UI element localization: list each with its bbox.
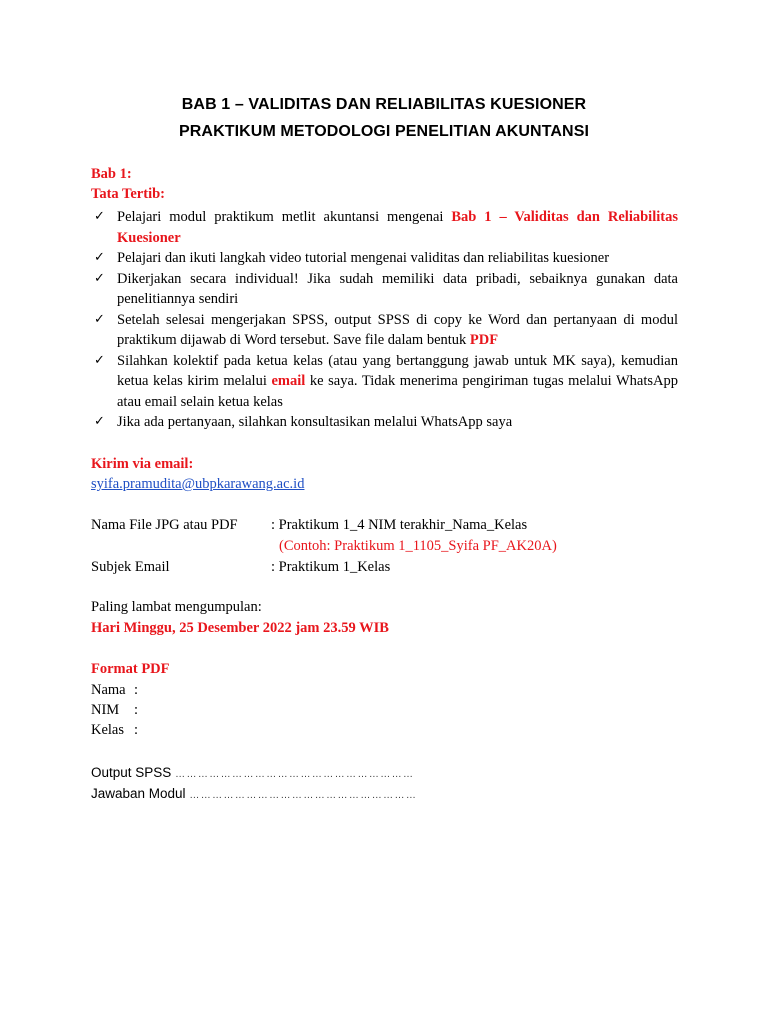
format-field-nim [91, 702, 139, 719]
jawaban-modul-label: Jawaban Modul [91, 786, 186, 801]
filename-value: : Praktikum 1_4 NIM terakhir_Nama_Kelas [271, 517, 528, 533]
rule-text: Pelajari modul praktikum metlit akuntansi mengenai [117, 209, 452, 225]
field-label: Kelas [91, 722, 125, 738]
field-label: Nama [91, 682, 126, 698]
rule-item [91, 248, 678, 269]
rule-text: Setelah selesai mengerjakan SPSS, output SPSS di copy ke Word dan pertanyaan di modul praktikum dijawab di Word tersebut. Save file dalam bentuk [117, 311, 678, 348]
jawaban-modul-dots: …………………………………………………… [189, 790, 418, 801]
rule-highlight: email [271, 373, 306, 389]
field-separator: : [134, 702, 139, 718]
checkmark-icon: ✓ [94, 311, 105, 327]
rule-item [91, 269, 678, 310]
rule-text: Dikerjakan secara individual! Jika sudah memiliki data pribadi, sebaiknya gunakan data penelitiannya sendiri [117, 270, 678, 307]
rule-item [91, 207, 678, 248]
rule-item [91, 310, 678, 351]
format-heading: Format PDF [91, 661, 170, 677]
email-link[interactable]: syifa.pramudita@ubpkarawang.ac.id [91, 476, 305, 492]
email-heading: Kirim via email: [91, 456, 194, 472]
rule-text: Silahkan kolektif pada ketua kelas (atau yang bertanggung jawab untuk MK saya), kemudian ketua kelas kirim melalui [117, 352, 678, 389]
section-heading-bab: Bab 1: [91, 166, 132, 182]
rule-highlight: Bab 1 – Validitas dan Reliabilitas Kuesioner [117, 209, 678, 246]
rule-text: Jika ada pertanyaan, silahkan konsultasikan melalui WhatsApp saya [117, 414, 513, 430]
deadline-label: Paling lambat mengumpulan: [91, 599, 262, 615]
checkmark-icon: ✓ [94, 270, 105, 286]
filename-label: Nama File JPG atau PDF [91, 517, 238, 533]
subject-value: : Praktikum 1_Kelas [271, 559, 391, 575]
format-field-nama [91, 682, 139, 699]
output-spss-line [91, 765, 414, 780]
checkmark-icon: ✓ [94, 414, 105, 429]
output-spss-label: Output SPSS [91, 765, 172, 780]
section-heading-tata-tertib: Tata Tertib: [91, 186, 165, 202]
checkmark-icon: ✓ [94, 352, 105, 368]
checkmark-icon: ✓ [94, 209, 105, 224]
jawaban-modul-line [91, 786, 417, 801]
deadline-value: Hari Minggu, 25 Desember 2022 jam 23.59 WIB [91, 620, 389, 636]
title-line-2: PRAKTIKUM METODOLOGI PENELITIAN AKUNTANSI [178, 123, 590, 140]
rule-highlight: PDF [469, 332, 499, 348]
format-field-kelas [91, 722, 139, 739]
field-separator: : [134, 722, 139, 738]
checkmark-icon: ✓ [94, 250, 105, 265]
filename-example: (Contoh: Praktikum 1_1105_Syifa PF_AK20A) [279, 538, 557, 554]
rule-text-end: ke saya. Tidak menerima pengiriman tugas melalui WhatsApp atau email selain ketua kelas [117, 373, 679, 410]
rules-list [91, 207, 678, 433]
field-label: NIM [91, 702, 120, 718]
field-separator: : [134, 682, 139, 698]
output-spss-dots: ……………………………………………………… [175, 769, 415, 780]
title-line-1: BAB 1 – VALIDITAS DAN RELIABILITAS KUESIONER [181, 96, 587, 113]
rule-text: Pelajari dan ikuti langkah video tutorial mengenai validitas dan reliabilitas kuesioner [117, 250, 610, 266]
subject-label: Subjek Email [91, 559, 170, 575]
rule-item [91, 351, 678, 413]
rule-item [91, 412, 678, 433]
